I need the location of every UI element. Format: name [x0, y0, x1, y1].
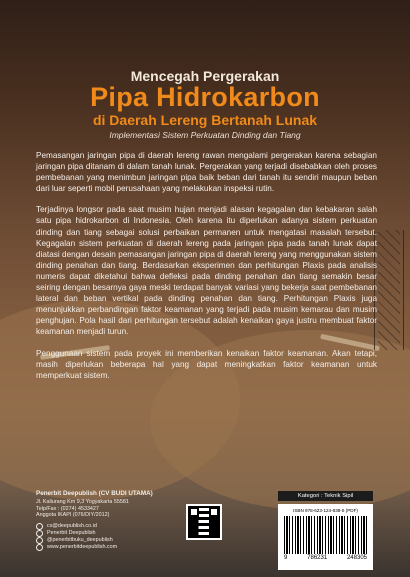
category-label: Kategori : Teknik Sipil [278, 491, 373, 501]
barcode-bars [284, 516, 367, 554]
contact-text: @penerbitbuku_deepublish [47, 536, 113, 543]
email-icon [36, 523, 43, 530]
isbn-barcode [278, 504, 373, 570]
barcode-digit-last: 248305 [346, 555, 367, 561]
contact-text: cs@deepublish.co.id [47, 522, 97, 529]
blurb-paragraph: Terjadinya longsor pada saat musim hujan menjadi alasan kegagalan dan kebakaran salah satu pipa hidrokarbon di Indonesia. Oleh karena itu diperlukan adanya sistem perkuatan dinding dan tiang sebagai solusi perbaikan permanen untuk mengatasi masalah tersebut. Kegagalan sistem perkuatan di daerah lereng pada jaringan pipa pada tanah lunak dapat diatasi dengan desain pemasangan jaringan pipa di daerah lereng yang menggunakan sistem dinding penahan dan tiang. Berdasarkan eksperimen dan perhitungan Plaxis pada analisis numeris dapat diketahui bahwa defleksi pada dinding penahan dan tiang semakin besar seiring dengan besarnya gaya meski terdapat banyak variasi yang bekerja saat pembebanan lateral dan beban vertikal pada dinding penahan dan tiang. Perhitungan Plaxis juga menunjukkan perbandingan faktor keamanan yang terjadi pada musim kemarau dan musim penghujan. Pola hasil dari perhitungan tersebut adalah kenaikan gaya justru membuat faktor keamanan menjadi turun. [36, 205, 377, 337]
publisher-phone: Telp/Fax : (0274) 4533427 [36, 505, 99, 512]
drilling-tower-silhouette [374, 230, 404, 350]
book-tagline: Implementasi Sistem Perkuatan Dinding dan Tiang [109, 130, 301, 140]
blurb-paragraph: Pemasangan jaringan pipa di daerah lereng rawan mengalami pergerakan karena sebagian jaringan pipa ditanam di dalam tanah lunak. Pergerakan yang terjadi disebabkan oleh proses pembebanan yang menimbun jaringan pipa baik beban dari tanah itu sendiri maupun beban dari luar seperti mobil perusahaan yang melakukan inspeksi rutin. [36, 151, 377, 194]
barcode-digit-mid: 786231 [307, 555, 328, 561]
barcode-digit-first: 9 [284, 555, 288, 561]
book-subtitle: di Daerah Lereng Bertanah Lunak [92, 112, 318, 128]
globe-icon [36, 544, 43, 551]
barcode-digits [284, 555, 367, 561]
publisher-address: Jl. Kaliurang Km 9,3 Yogyakarta 55581 [36, 499, 129, 505]
publisher-name: Penerbit Deepublish (CV BUDI UTAMA) [36, 490, 153, 497]
contact-website [36, 544, 226, 551]
facebook-icon [36, 530, 43, 537]
cover-kicker: Mencegah Pergerakan [130, 68, 280, 84]
blurb-paragraph: Penggunaan sistem pada proyek ini memberikan kenaikan faktor keamanan. Akan tetapi, masih diperlukan beberapa hal yang dapat meningkatkan faktor keamanan untuk memperkuat sistem. [36, 348, 377, 380]
publisher-membership: Anggota IKAPI (076/DIY/2012) [36, 512, 110, 519]
qr-code [186, 504, 222, 540]
contact-text: Penerbit Deepublish [47, 529, 96, 536]
book-title: Pipa Hidrokarbon [90, 82, 320, 112]
instagram-icon [36, 537, 43, 544]
isbn-number: ISBN 978-623-124-838-5 (PDF) [293, 508, 358, 513]
contact-text: www.penerbitdeepublish.com [47, 543, 118, 550]
blurb-text [36, 150, 377, 391]
